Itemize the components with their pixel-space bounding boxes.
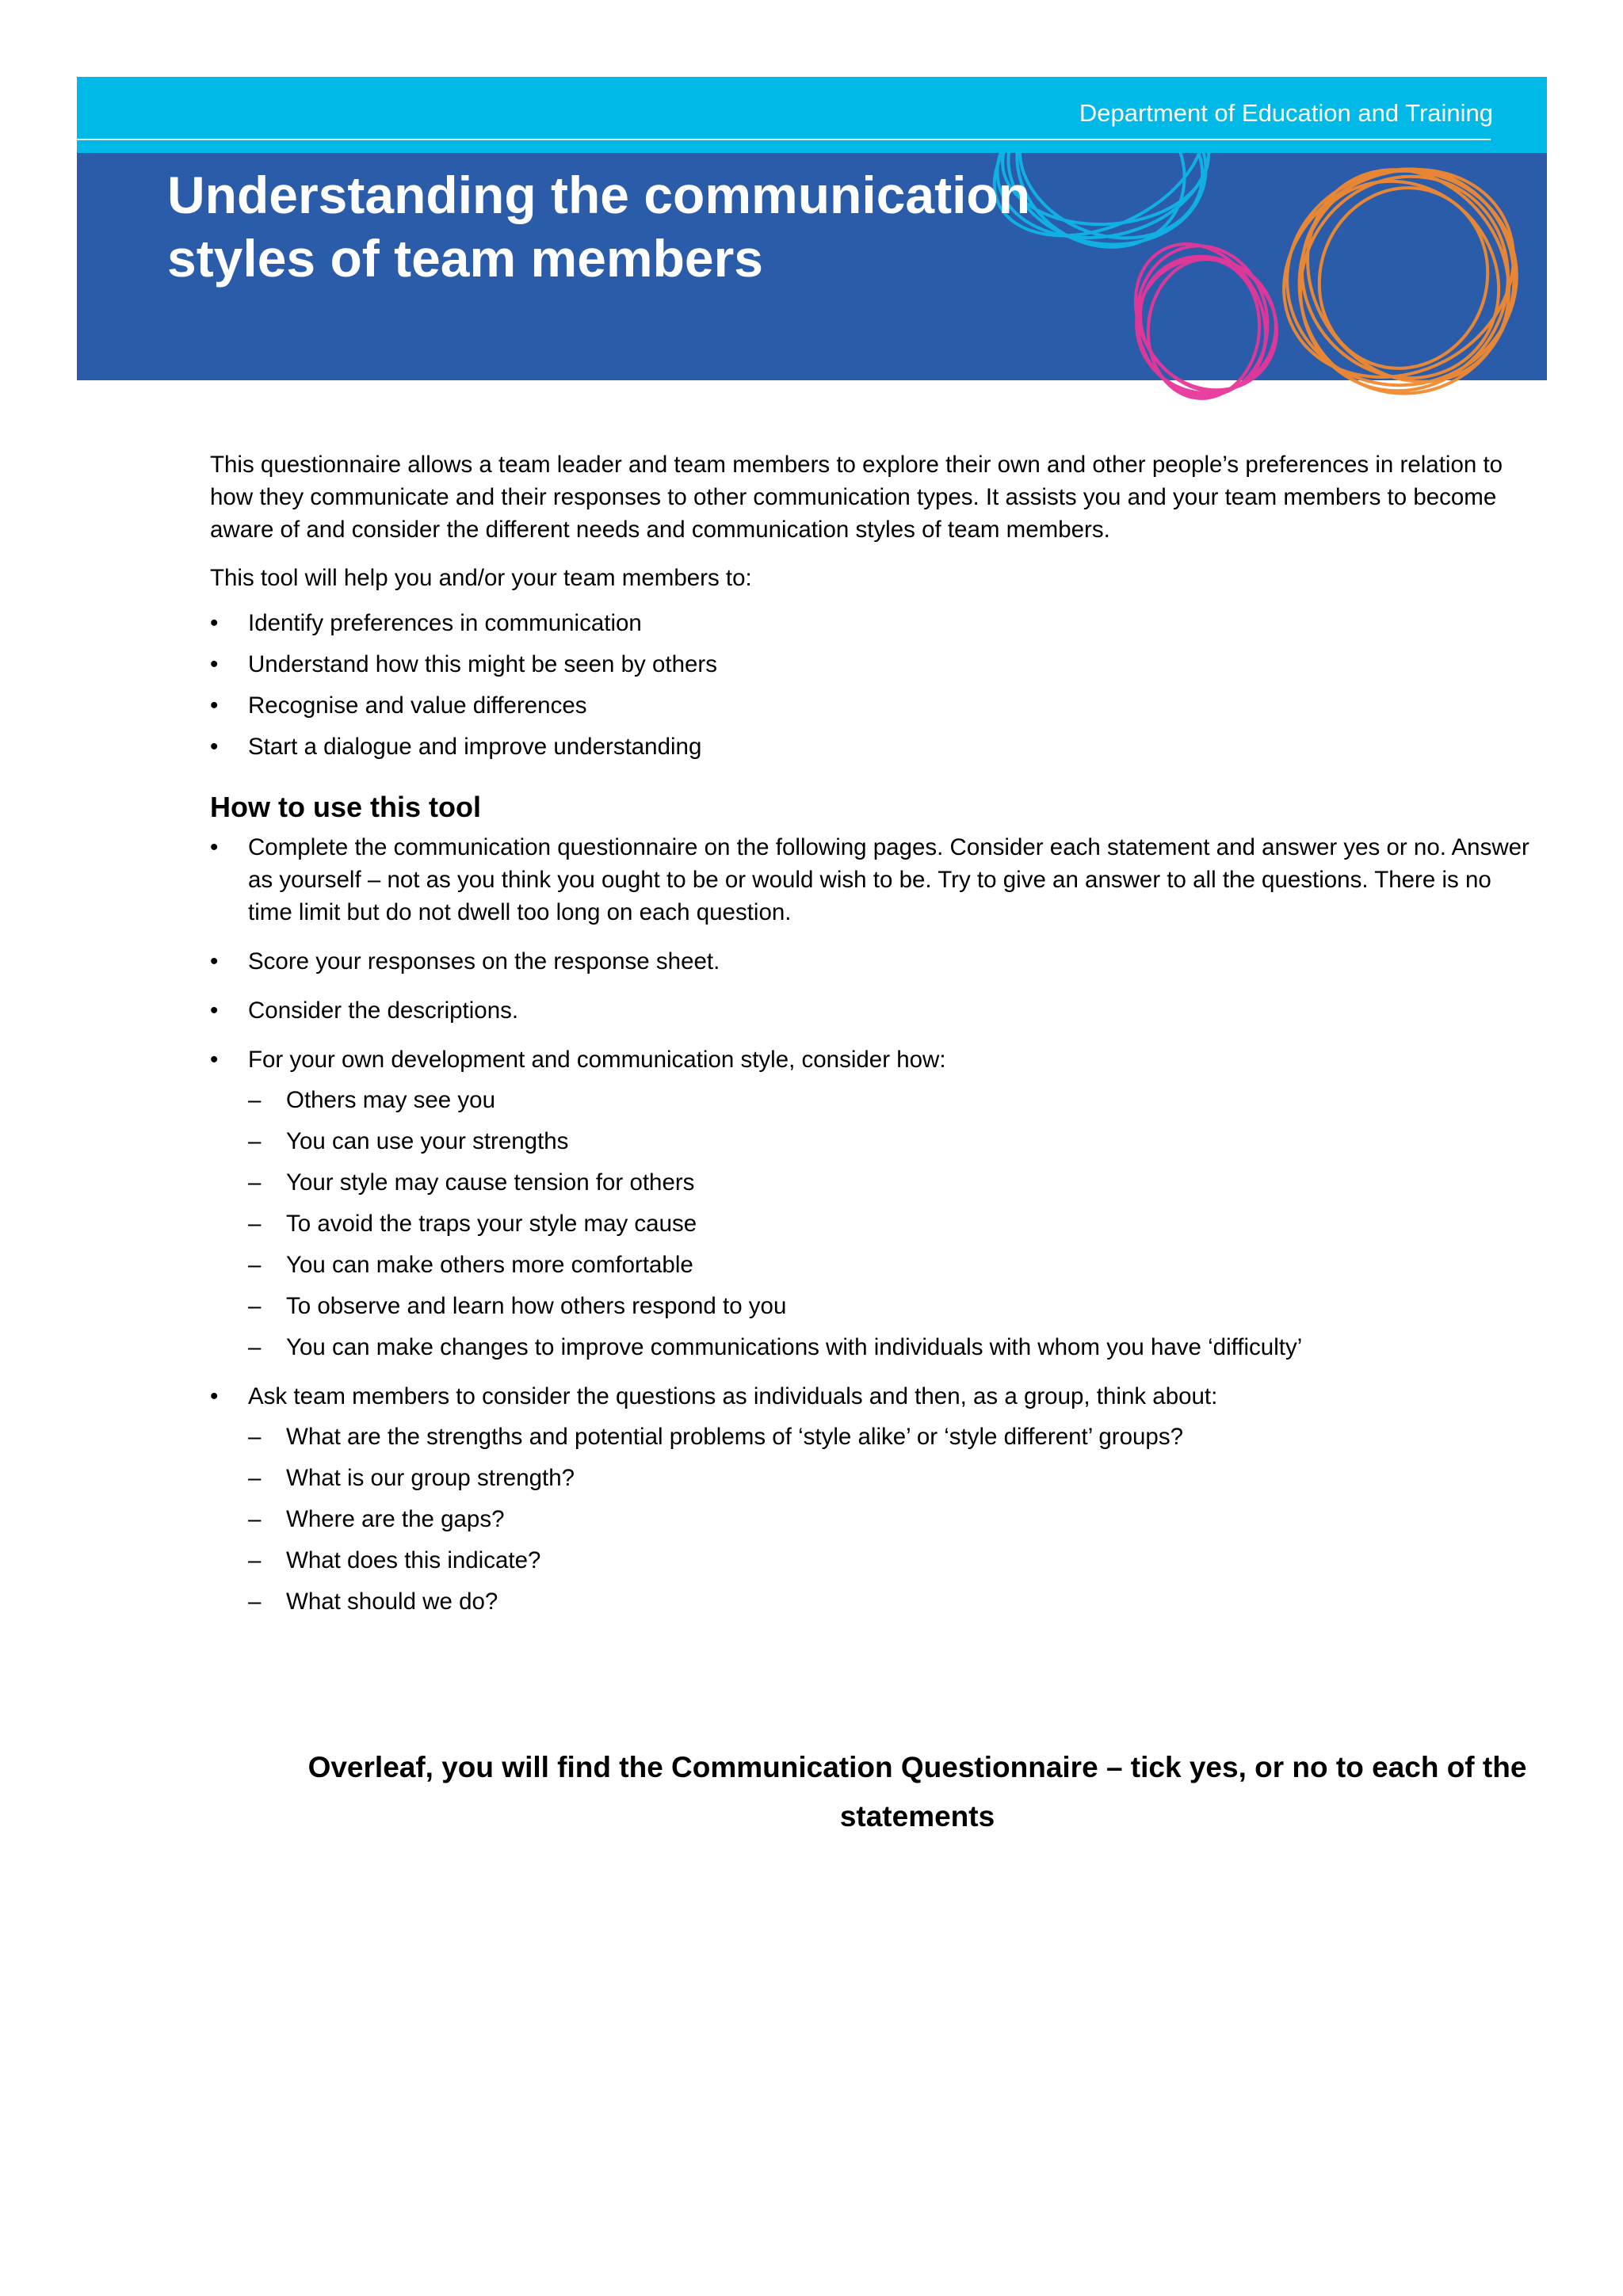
section-heading: How to use this tool <box>210 791 481 823</box>
list-item-text: Score your responses on the response sheet. <box>248 948 720 974</box>
group-questions-sublist <box>248 1421 1529 1618</box>
list-item: • Identify preferences in communication <box>210 607 1529 639</box>
sublist-item: – To observe and learn how others respond to you <box>248 1290 1529 1322</box>
list-item-text: Complete the communication questionnaire on the following pages. Consider each statement and answer yes or no. Answer as yourself – not as you think you ought to be or would wish to be. Try to give an answer to all the questions. There is no time limit but do not dwell too long on each question. <box>248 834 1529 925</box>
sublist-item: – You can use your strengths <box>248 1125 1529 1158</box>
list-item <box>210 831 1529 929</box>
benefits-list <box>210 607 1529 763</box>
page-title <box>167 163 1118 290</box>
orange-scribble <box>1247 153 1550 430</box>
overleaf-note <box>238 1743 1597 1841</box>
sublist-item: – Where are the gaps? <box>248 1503 1529 1535</box>
overleaf-note-line2: statements <box>839 1800 995 1833</box>
list-item-text: Consider the descriptions. <box>248 997 519 1024</box>
page-title-line2: styles of team members <box>167 229 764 288</box>
list-item-text: For your own development and communication style, consider how: <box>248 1047 946 1073</box>
sublist-item: – Others may see you <box>248 1084 1529 1116</box>
sublist-item: – What should we do? <box>248 1585 1529 1618</box>
how-to-list <box>210 831 1529 1618</box>
sublist-item: – To avoid the traps your style may cause <box>248 1207 1529 1240</box>
sublist-item: – What does this indicate? <box>248 1544 1529 1577</box>
main-content <box>210 448 1529 1634</box>
sublist-item: – You can make changes to improve communications with individuals with whom you have ‘difficulty’ <box>248 1331 1529 1363</box>
sublist-item: – You can make others more comfortable <box>248 1249 1529 1281</box>
list-item <box>210 1380 1529 1618</box>
overleaf-note-line1: Overleaf, you will find the Communication Questionnaire – tick yes, or no to each of the <box>307 1751 1527 1783</box>
list-item <box>210 945 1529 978</box>
list-item: • Recognise and value differences <box>210 689 1529 722</box>
development-sublist <box>248 1084 1529 1363</box>
list-item: • Understand how this might be seen by others <box>210 648 1529 681</box>
sublist-item: – What is our group strength? <box>248 1462 1529 1494</box>
list-item <box>210 994 1529 1027</box>
sublist-item: – What are the strengths and potential problems of ‘style alike’ or ‘style different’ groups? <box>248 1421 1529 1453</box>
list-item-text: Ask team members to consider the questions as individuals and then, as a group, think about: <box>248 1383 1218 1409</box>
department-name: Department of Education and Training <box>1079 99 1493 127</box>
header-divider <box>77 139 1491 140</box>
list-item <box>210 1043 1529 1363</box>
intro-lead: This tool will help you and/or your team members to: <box>210 565 752 591</box>
intro-paragraph: This questionnaire allows a team leader and team members to explore their own and other people’s preferences in relation to how they communicate and their responses to other communication types. It assists you and your team members to become aware of and consider the different needs and communication styles of team members. <box>210 452 1503 543</box>
header-banner <box>77 77 1547 380</box>
page-title-line1: Understanding the communication <box>167 166 1031 224</box>
sublist-item: – Your style may cause tension for others <box>248 1166 1529 1199</box>
list-item: • Start a dialogue and improve understanding <box>210 730 1529 763</box>
pink-scribble <box>1109 220 1304 418</box>
